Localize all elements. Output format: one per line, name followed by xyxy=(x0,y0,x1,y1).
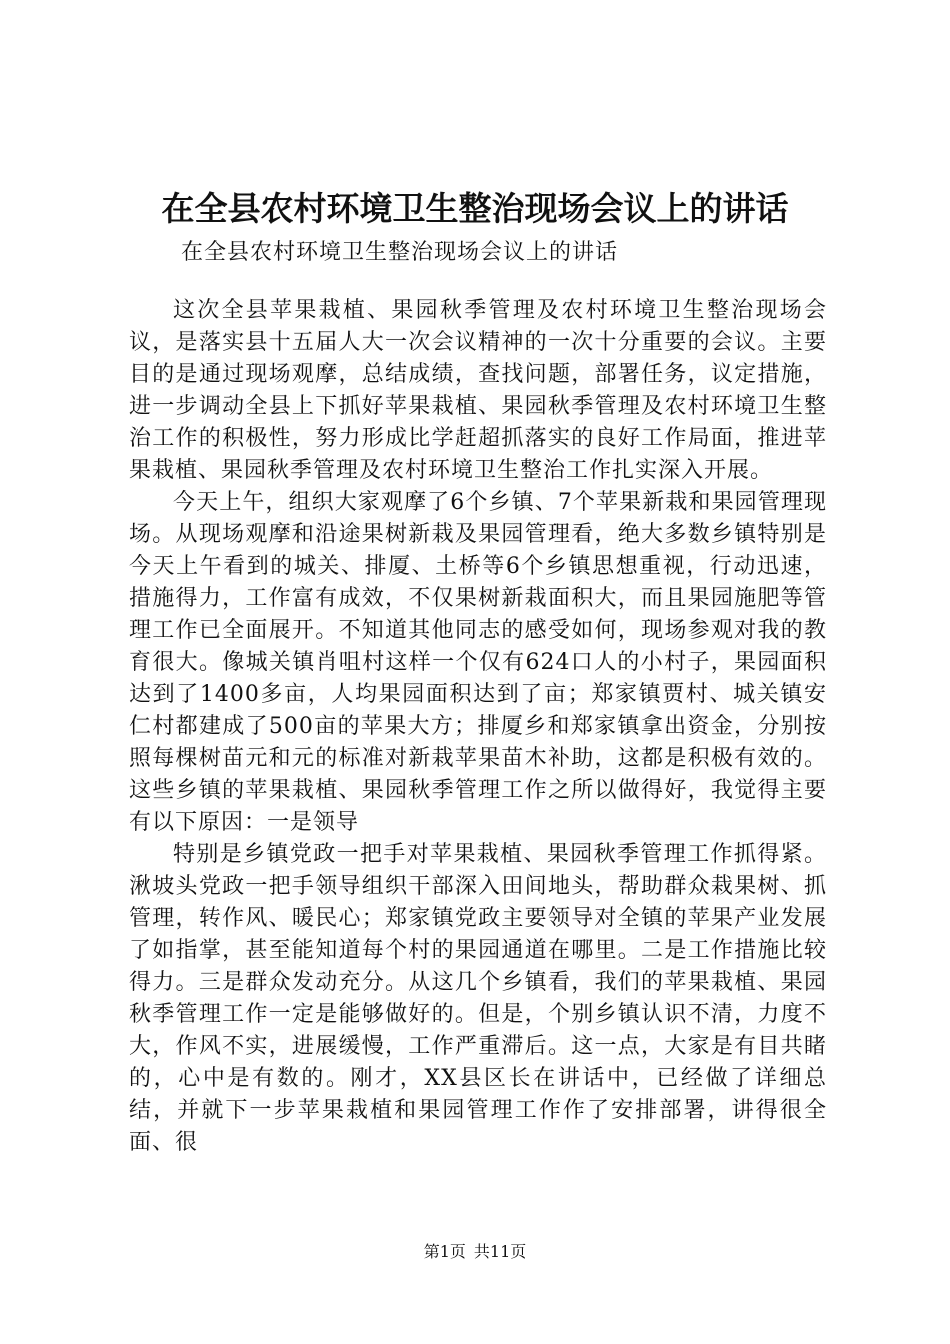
document-body xyxy=(129,295,827,1159)
document-subtitle: 在全县农村环境卫生整治现场会议上的讲话 xyxy=(181,240,619,265)
page-number: 第1页 xyxy=(423,1242,466,1261)
paragraph: 这次全县苹果栽植、果园秋季管理及农村环境卫生整治现场会议，是落实县十五届人大一次会议精神的一次十分重要的会议。主要目的是通过现场观摩，总结成绩，查找问题，部署任务，议定措施，进一步调动全县上下抓好苹果栽植、果园秋季管理及农村环境卫生整治工作的积极性，努力形成比学赶超抓落实的良好工作局面，推进苹果栽植、果园秋季管理及农村环境卫生整治工作扎实深入开展。 xyxy=(129,298,827,483)
paragraph: 特别是乡镇党政一把手对苹果栽植、果园秋季管理工作抓得紧。湫坡头党政一把手领导组织干部深入田间地头，帮助群众栽果树、抓管理，转作风、暖民心；郑家镇党政主要领导对全镇的苹果产业发展了如指掌，甚至能知道每个村的果园通道在哪里。二是工作措施比较得力。三是群众发动充分。从这几个乡镇看，我们的苹果栽植、果园秋季管理工作一定是能够做好的。但是，个别乡镇认识不清，力度不大，作风不实，进展缓慢，工作严重滞后。这一点，大家是有目共睹的，心中是有数的。刚才，XX县区长在讲话中，已经做了详细总结，并就下一步苹果栽植和果园管理工作作了安排部署，讲得很全面、很 xyxy=(129,842,827,1155)
document-title: 在全县农村环境卫生整治现场会议上的讲话 xyxy=(161,189,789,228)
page-total: 共11页 xyxy=(473,1242,527,1261)
page-footer xyxy=(0,1240,950,1264)
paragraph: 今天上午，组织大家观摩了6个乡镇、7个苹果新栽和果园管理现场。从现场观摩和沿途果树新栽及果园管理看，绝大多数乡镇特别是今天上午看到的城关、排厦、土桥等6个乡镇思想重视，行动迅速，措施得力，工作富有成效，不仅果树新栽面积大，而且果园施肥等管理工作已全面展开。不知道其他同志的感受如何，现场参观对我的教育很大。像城关镇肖咀村这样一个仅有624口人的小村子，果园面积达到了1400多亩，人均果园面积达到了亩；郑家镇贾村、城关镇安仁村都建成了500亩的苹果大方；排厦乡和郑家镇拿出资金，分别按照每棵树苗元和元的标准对新栽苹果苗木补助，这都是积极有效的。这些乡镇的苹果栽植、果园秋季管理工作之所以做得好，我觉得主要有以下原因：一是领导 xyxy=(129,490,827,835)
